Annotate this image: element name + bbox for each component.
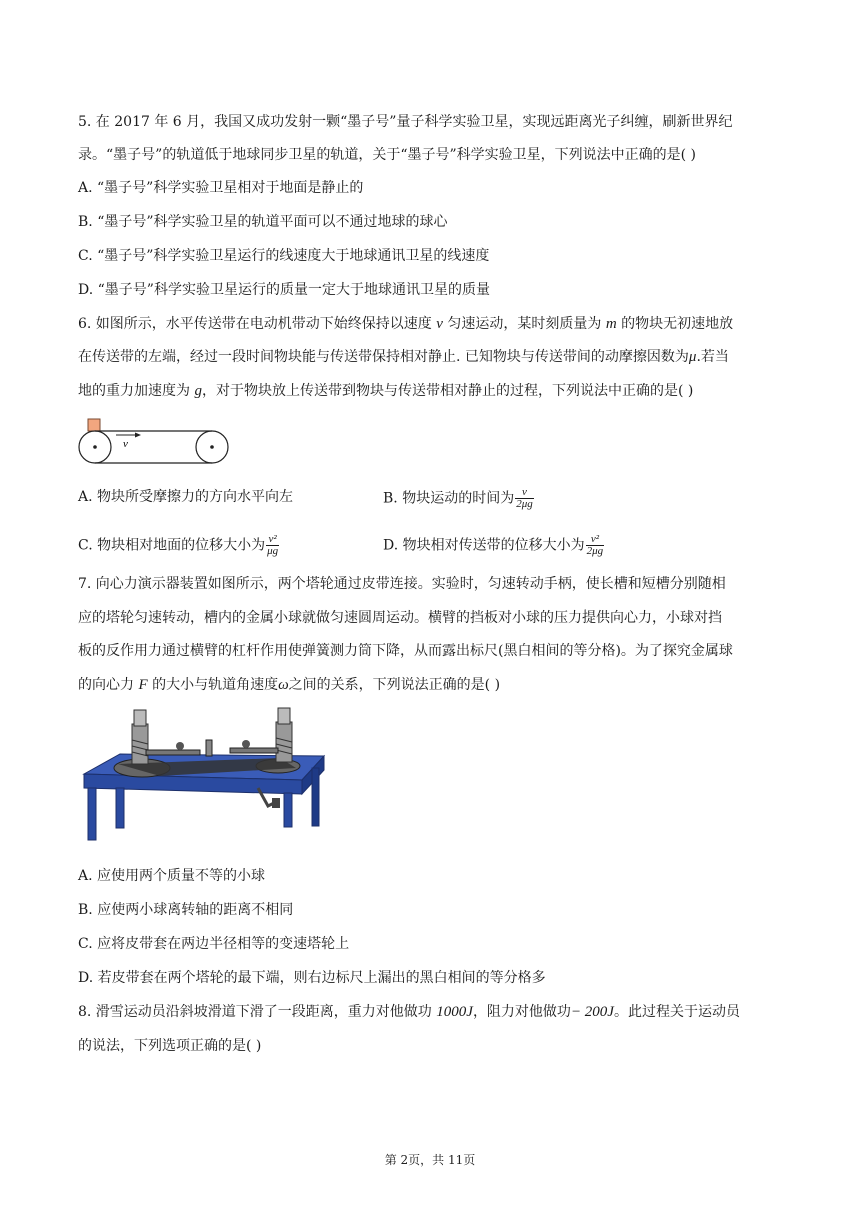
velocity-label: v: [123, 438, 128, 450]
left-scale-cap: [134, 710, 146, 726]
q5-option-d: D. “墨子号”科学实验卫星运行的质量一定大于地球通讯卫星的质量: [78, 282, 490, 298]
q7-option-b: B. 应使两小球离转轴的距离不相同: [78, 902, 294, 918]
left-axle: [93, 445, 97, 449]
text: 之间的关系，下列说法正确的是( ): [288, 677, 501, 693]
q6-option-d: [383, 534, 604, 557]
var-m: m: [605, 316, 617, 332]
crank-grip: [272, 798, 280, 808]
q5-stem-line2: 录。“墨子号”的轨道低于地球同步卫星的轨道，关于“墨子号”科学实验卫星，下列说法中正确的是( ): [78, 147, 697, 163]
text: 的大小与轨道角速度: [147, 677, 279, 693]
block: [88, 419, 100, 431]
text: ，对于物块放上传送带到物块与传送带相对静止的过程，下列说法中正确的是( ): [201, 383, 694, 399]
q7-option-a: A. 应使用两个质量不等的小球: [78, 868, 266, 884]
text: B. 物块运动的时间为: [383, 490, 515, 507]
q8-stem-line2: 的说法，下列选项正确的是( ): [78, 1038, 262, 1054]
table-leg: [284, 793, 292, 827]
velocity-arrowhead: [135, 433, 141, 438]
text: 6. 如图所示，水平传送带在电动机带动下始终保持以速度: [78, 316, 437, 332]
denominator: 2μg: [516, 498, 533, 510]
text: 的向心力: [78, 677, 139, 693]
text: .若当: [696, 349, 729, 365]
fraction: [266, 534, 279, 557]
text: 在传送带的左端，经过一段时间物块能与传送带保持相对静止. 已知物块与传送带间的动摩擦因数为: [78, 349, 689, 365]
q7-stem-line2: 应的塔轮匀速转动，槽内的金属小球就做匀速圆周运动。横臂的挡板对小球的压力提供向心力，小球对挡: [78, 610, 722, 626]
table-leg: [312, 768, 319, 826]
right-axle: [210, 445, 214, 449]
text: 8. 滑雪运动员沿斜坡滑道下滑了一段距离，重力对他做功: [78, 1004, 437, 1020]
work-resistance: − 200J: [570, 1004, 614, 1020]
metal-ball: [176, 742, 184, 750]
q7-stem-line4: [78, 675, 500, 695]
var-mu: μ: [688, 349, 697, 365]
q5-option-c: C. “墨子号”科学实验卫星运行的线速度大于地球通讯卫星的线速度: [78, 248, 490, 264]
text: 的物块无初速地放: [616, 316, 734, 332]
q6-option-c: [78, 534, 279, 557]
var-F: F: [138, 677, 148, 693]
right-scale-cap: [278, 708, 290, 724]
q6-option-a: A. 物块所受摩擦力的方向水平向左: [78, 489, 294, 505]
q5-option-b: B. “墨子号”科学实验卫星的轨道平面可以不通过地球的球心: [78, 214, 448, 230]
q7-stem-line3: 板的反作用力通过横臂的杠杆作用使弹簧测力筒下降，从而露出标尺(黑白相间的等分格)。为了探究金属球: [78, 643, 733, 659]
text: 匀速运动，某时刻质量为: [442, 316, 606, 332]
page-footer: 第 2页，共 11页: [384, 1153, 476, 1167]
text: C. 物块相对地面的位移大小为: [78, 537, 266, 554]
numerator: v: [515, 487, 534, 499]
text: D. 物块相对传送带的位移大小为: [383, 537, 585, 554]
q6-stem-line2: [78, 347, 729, 367]
q7-option-c: C. 应将皮带套在两边半径相等的变速塔轮上: [78, 936, 350, 952]
text: 。此过程关于运动员: [613, 1004, 740, 1020]
denominator: μg: [267, 545, 279, 557]
text: 地的重力加速度为: [78, 383, 195, 399]
table-leg: [116, 788, 124, 828]
q6-stem-line3: [78, 381, 693, 401]
denominator: 2μg: [586, 545, 604, 557]
var-g: g: [194, 383, 202, 399]
text: ，阻力对他做功: [472, 1004, 571, 1020]
long-slot-arm: [146, 750, 200, 755]
q8-stem-line1: [78, 1002, 740, 1022]
q7-stem-line1: 7. 向心力演示器装置如图所示，两个塔轮通过皮带连接。实验时，匀速转动手柄，使长槽和短槽分别随相: [78, 576, 726, 592]
center-post: [206, 740, 212, 756]
left-spring-column: [132, 724, 148, 764]
q6-option-b: [383, 487, 534, 510]
numerator: v²: [586, 534, 605, 546]
var-v: v: [436, 316, 443, 332]
q6-stem-line1: [78, 314, 733, 334]
numerator: v²: [266, 534, 279, 546]
conveyor-belt-figure: [76, 416, 232, 466]
q7-option-d: D. 若皮带套在两个塔轮的最下端，则右边标尺上漏出的黑白相间的等分格多: [78, 970, 546, 986]
q5-stem-line1: 5. 在 2017 年 6 月，我国又成功发射一颗“墨子号”量子科学实验卫星，实现远距离光子纠缠，刷新世界纪: [78, 114, 733, 130]
fraction: [586, 534, 605, 557]
fraction: [515, 487, 534, 510]
table-leg: [88, 788, 96, 840]
q5-option-a: A. “墨子号”科学实验卫星相对于地面是静止的: [78, 180, 364, 196]
right-spring-column: [276, 722, 292, 762]
var-omega: ω: [278, 677, 289, 693]
work-gravity: 1000J: [436, 1004, 473, 1020]
centripetal-force-apparatus-figure: [80, 706, 326, 852]
short-slot-arm: [230, 748, 278, 753]
metal-ball: [242, 740, 250, 748]
